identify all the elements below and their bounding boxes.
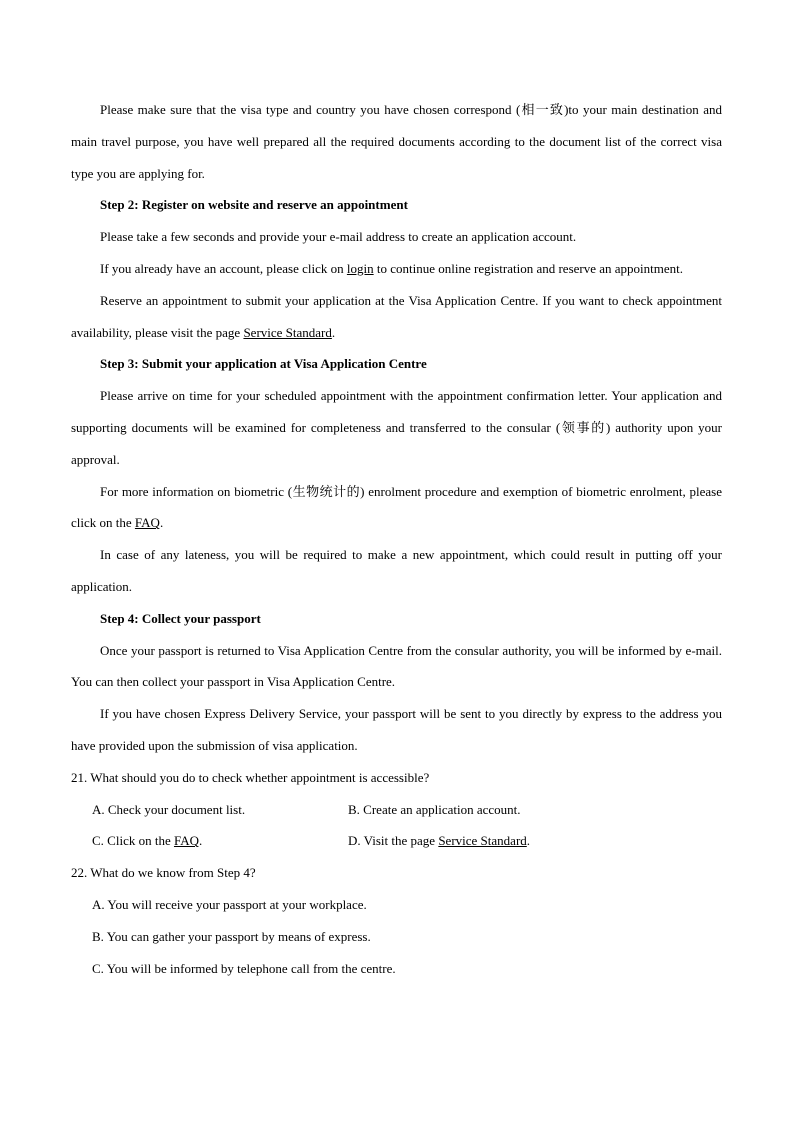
q21-option-c <box>92 825 348 857</box>
login-link[interactable]: login <box>346 260 374 276</box>
service-standard-link[interactable]: Service Standard <box>243 324 332 340</box>
question-21: 21. What should you do to check whether appointment is accessible? <box>71 769 430 785</box>
question-21-options-row-2 <box>71 825 722 857</box>
step3-paragraph-3: In case of any lateness, you will be required to make a new appointment, which could result in putting off your application. <box>71 547 722 594</box>
step3-p2-text-after: . <box>159 515 164 531</box>
faq-link[interactable]: FAQ <box>134 515 160 531</box>
step2-p3-text-before: Reserve an appointment to submit your application at the Visa Application Centre. If you want to check appointment availability, please visit the page <box>71 292 722 340</box>
document-content <box>71 94 722 984</box>
step4-paragraph-1: Once your passport is returned to Visa Application Centre from the consular authority, you will be informed by e-mail. You can then collect your passport in Visa Application Centre. <box>71 642 722 690</box>
q21-c-text-before: C. Click on the <box>92 833 174 849</box>
q21-option-b: B. Create an application account. <box>348 801 521 817</box>
q21-option-a: A. Check your document list. <box>92 801 246 817</box>
step2-paragraph-3 <box>71 285 722 349</box>
step4-paragraph-2: If you have chosen Express Delivery Service, your passport will be sent to you directly by express to the address you have provided upon the submission of visa application. <box>71 706 722 753</box>
q22-option-b: B. You can gather your passport by means of express. <box>92 928 371 944</box>
q22-option-a: A. You will receive your passport at your workplace. <box>92 896 367 912</box>
question-22: 22. What do we know from Step 4? <box>71 865 256 881</box>
q21-d-text-before: D. Visit the page <box>348 833 439 849</box>
step2-paragraph-2 <box>71 253 722 285</box>
step3-p2-text-before: For more information on biometric (生物统计的) enrolment procedure and exemption of biometric enrolment, please click on the <box>71 483 722 531</box>
step2-p3-text-after: . <box>331 324 336 340</box>
step3-paragraph-1: Please arrive on time for your scheduled appointment with the appointment confirmation letter. Your application and supporting documents will be examined for completeness and transferred to the consular (领事的) authority upon your approval. <box>71 388 722 467</box>
step2-heading: Step 2: Register on website and reserve an appointment <box>100 197 408 213</box>
q21-d-text-after: . <box>526 833 531 849</box>
step2-paragraph-1: Please take a few seconds and provide your e-mail address to create an application account. <box>100 229 577 245</box>
step3-heading: Step 3: Submit your application at Visa Application Centre <box>100 356 427 372</box>
step3-paragraph-2 <box>71 476 722 540</box>
step4-heading: Step 4: Collect your passport <box>100 610 261 626</box>
q21-c-text-after: . <box>199 833 203 849</box>
intro-paragraph: Please make sure that the visa type and country you have chosen correspond (相一致)to your main destination and main travel purpose, you have well prepared all the required documents according to the document list of the correct visa type you are applying for. <box>71 102 722 181</box>
q22-option-c: C. You will be informed by telephone call from the centre. <box>92 960 396 976</box>
q21-c-faq-link: FAQ <box>173 833 200 849</box>
step2-p2-text-after: to continue online registration and reserve an appointment. <box>373 260 684 276</box>
q21-option-d <box>348 825 604 857</box>
step2-p2-text-before: If you already have an account, please click on <box>100 260 347 276</box>
question-21-options-row-1 <box>71 794 722 826</box>
q21-d-service-standard-link: Service Standard <box>438 833 527 849</box>
